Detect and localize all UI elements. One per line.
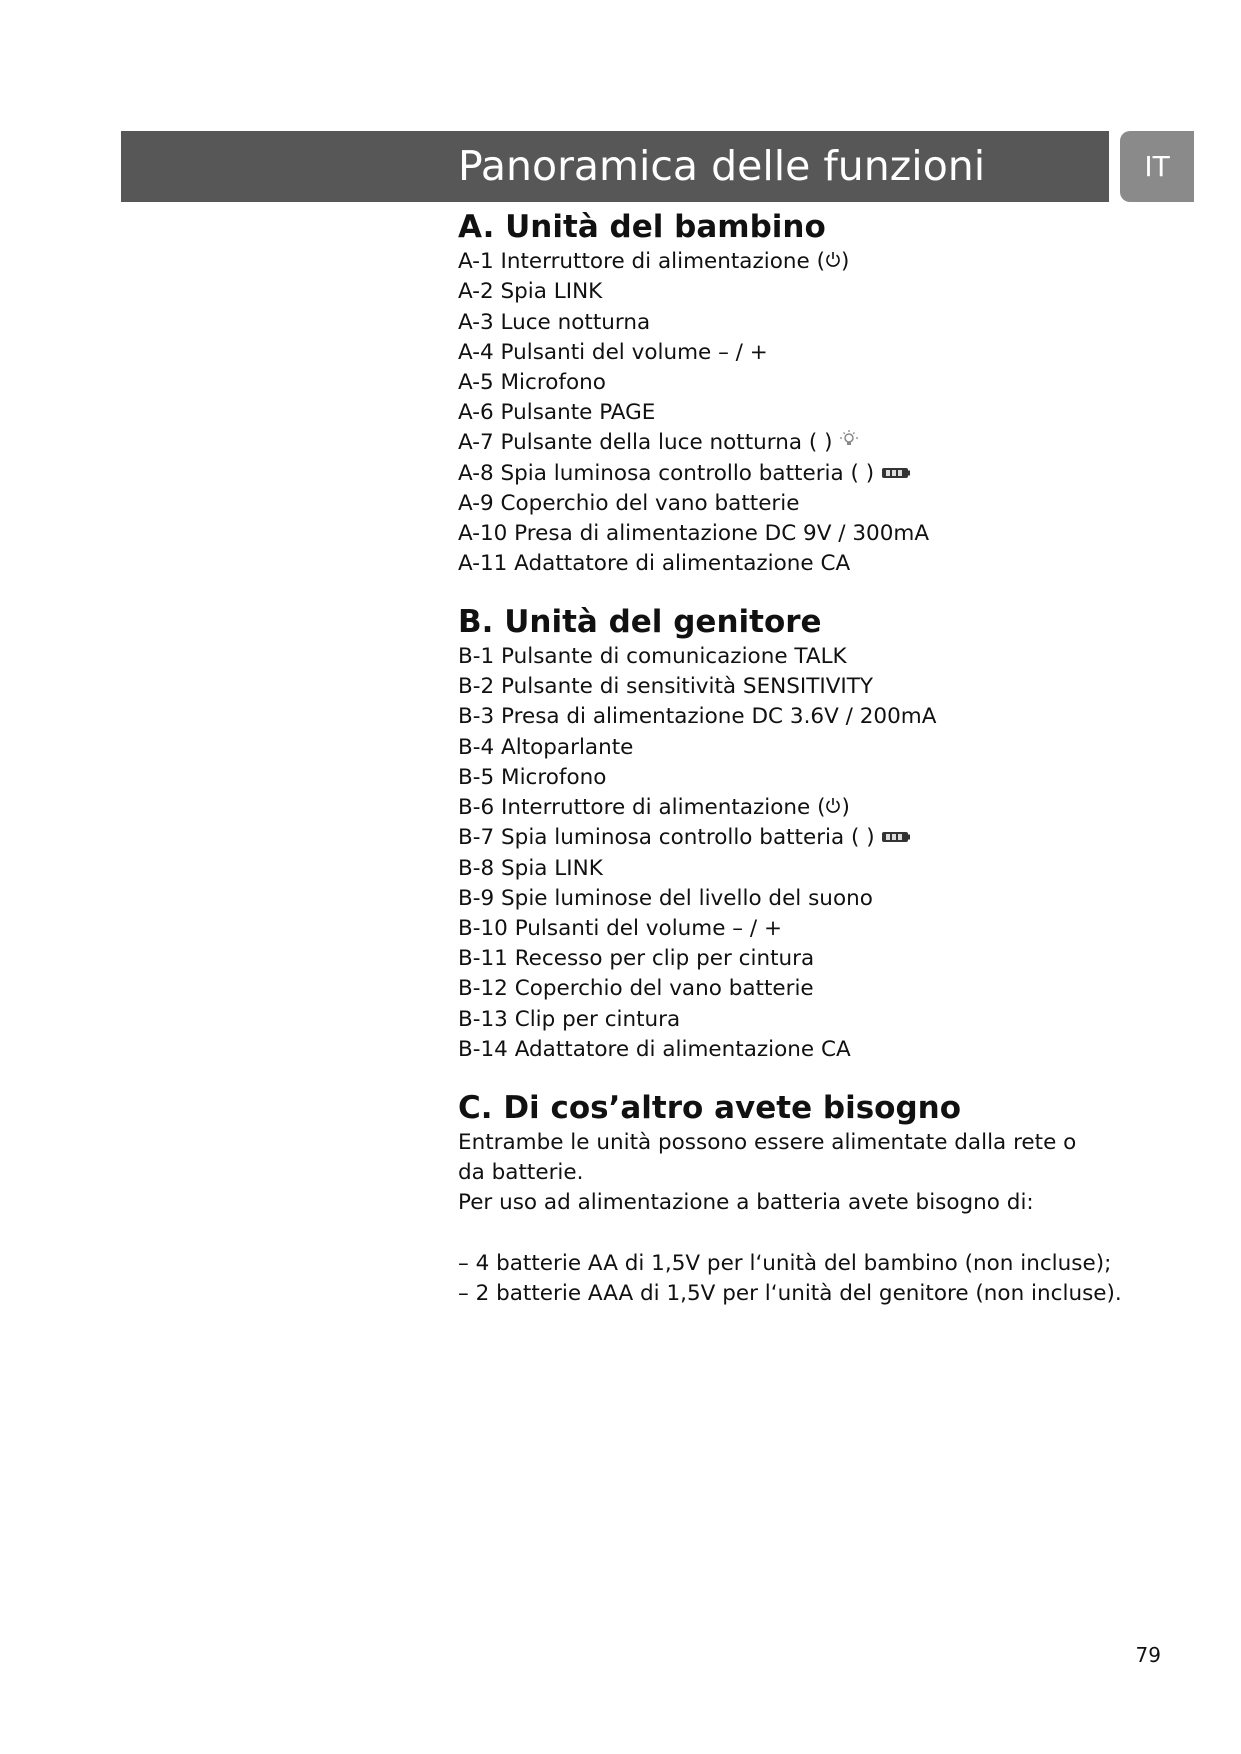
section-b-heading: B. Unità del genitore [458, 604, 822, 640]
battery-icon [881, 823, 911, 853]
list-item: A-3 Luce notturna [458, 309, 651, 335]
list-item: B-9 Spie luminose del livello del suono [458, 885, 873, 911]
section-c [458, 1088, 1138, 1309]
list-item: B-3 Presa di alimentazione DC 3.6V / 200mA [458, 704, 937, 730]
list-item: B-12 Coperchio del vano batterie [458, 976, 814, 1002]
power-icon [825, 247, 841, 277]
list-item: B-4 Altoparlante [458, 734, 634, 760]
list-item: A-1 Interruttore di alimentazione ( ) [458, 247, 1138, 277]
list-item: A-11 Adattatore di alimentazione CA [458, 551, 851, 577]
list-item: A-9 Coperchio del vano batterie [458, 490, 800, 516]
list-item: B-8 Spia LINK [458, 855, 603, 881]
list-item: A-7 Pulsante della luce notturna ( ) [458, 428, 1138, 458]
paragraph: Entrambe le unità possono essere alimentate dalla rete o da batterie. [458, 1130, 1077, 1186]
list-item: A-2 Spia LINK [458, 279, 603, 305]
page-number: 79 [1135, 1643, 1161, 1667]
list-item: B-14 Adattatore di alimentazione CA [458, 1036, 851, 1062]
paragraph: Per uso ad alimentazione a batteria avete bisogno di: [458, 1190, 1034, 1216]
section-a [458, 207, 1138, 580]
list-item: A-4 Pulsanti del volume – / + [458, 339, 768, 365]
language-tab: IT [1120, 131, 1194, 202]
spacer [458, 1219, 1138, 1249]
light-bulb-icon [839, 428, 859, 458]
list-item: B-7 Spia luminosa controllo batteria ( ) [458, 823, 1138, 853]
list-item: B-13 Clip per cintura [458, 1006, 681, 1032]
section-a-heading: A. Unità del bambino [458, 209, 826, 245]
list-item: B-5 Microfono [458, 764, 607, 790]
battery-icon [881, 459, 911, 489]
section-c-heading: C. Di cos’altro avete bisogno [458, 1090, 962, 1126]
list-item: – 2 batterie AAA di 1,5V per l‘unità del genitore (non incluse). [458, 1280, 1122, 1306]
list-item: A-5 Microfono [458, 369, 606, 395]
list-item: B-10 Pulsanti del volume – / + [458, 916, 782, 942]
power-icon [825, 793, 841, 823]
list-item: A-8 Spia luminosa controllo batteria ( ) [458, 459, 1138, 489]
section-b [458, 602, 1138, 1065]
list-item: A-10 Presa di alimentazione DC 9V / 300mA [458, 521, 930, 547]
list-item: B-2 Pulsante di sensitività SENSITIVITY [458, 674, 874, 700]
list-item: B-6 Interruttore di alimentazione ( ) [458, 793, 1138, 823]
list-item: A-6 Pulsante PAGE [458, 400, 656, 426]
list-item: B-1 Pulsante di comunicazione TALK [458, 644, 847, 669]
list-item: – 4 batterie AA di 1,5V per l‘unità del bambino (non incluse); [458, 1250, 1112, 1276]
page-title: Panoramica delle funzioni [458, 142, 986, 190]
list-item: B-11 Recesso per clip per cintura [458, 946, 815, 972]
